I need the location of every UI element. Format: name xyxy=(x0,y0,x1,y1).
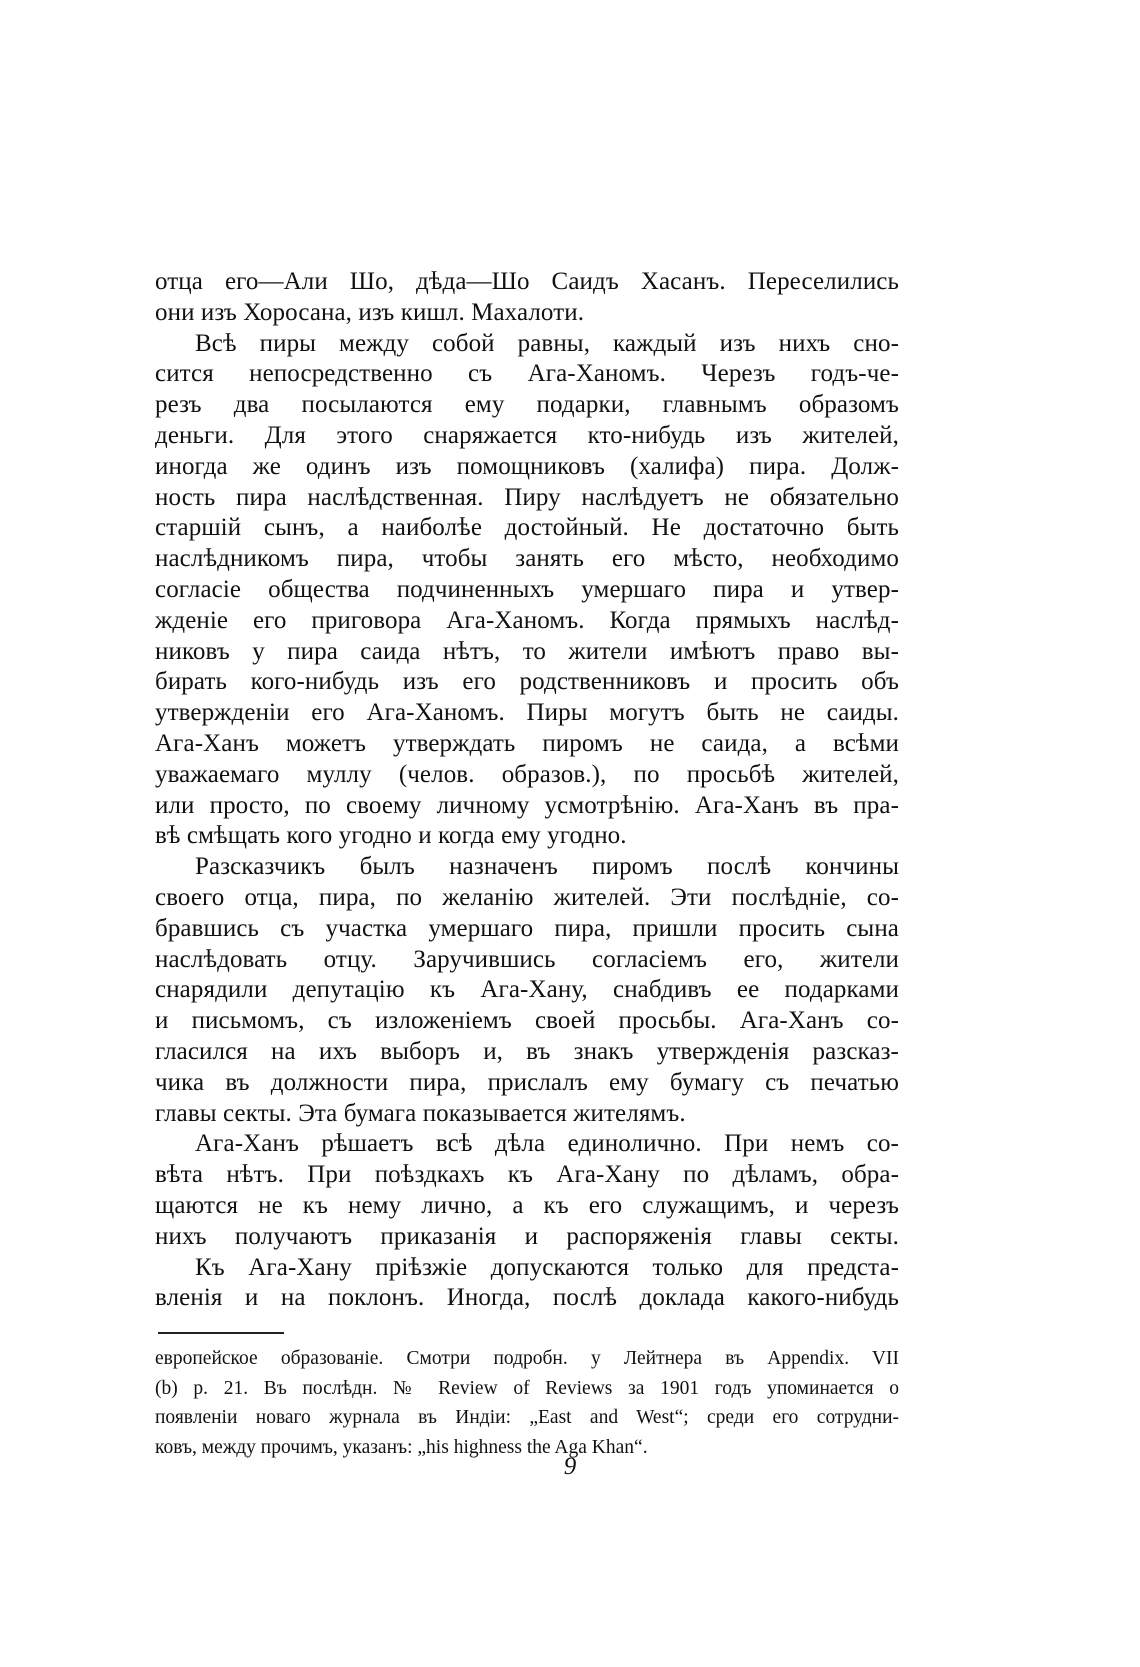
text-line: вленія и на поклонъ. Иногда, послѣ доклада какого-нибудь xyxy=(155,1284,899,1312)
text-line: или просто, по своему личному усмотрѣнію. Ага-Ханъ въ пра- xyxy=(155,791,899,819)
text-line: и письмомъ, съ изложеніемъ своей просьбы. Ага-Ханъ со- xyxy=(155,1007,899,1035)
text-line: чика въ должности пира, прислалъ ему бумагу съ печатью xyxy=(155,1068,899,1096)
text-line: Къ Ага-Хану пріѣзжіе допускаются только для предста- xyxy=(195,1253,899,1281)
text-line: вѣта нѣтъ. При поѣздкахъ къ Ага-Хану по дѣламъ, обра- xyxy=(155,1161,899,1189)
text-line: уважаемаго муллу (челов. образов.), по просьбѣ жителей, xyxy=(155,760,899,788)
text-line: главы секты. Эта бумага показывается жителямъ. xyxy=(155,1099,686,1127)
text-line: наслѣдовать отцу. Заручившись согласіемъ его, жители xyxy=(155,945,899,973)
footnote-line: ковъ, между прочимъ, указанъ: „his highness the Aga Khan“. xyxy=(155,1436,648,1458)
text-line: сится непосредственно съ Ага-Ханомъ. Черезъ годъ-че- xyxy=(155,360,899,388)
text-line: гласился на ихъ выборъ и, въ знакъ утвержденія разсказ- xyxy=(155,1037,899,1065)
text-line: иногда же одинъ изъ помощниковъ (халифа) пира. Долж- xyxy=(155,452,899,480)
text-line: деньги. Для этого снаряжается кто-нибудь изъ жителей, xyxy=(155,421,899,449)
text-line: согласіе общества подчиненныхъ умершаго пира и утвер- xyxy=(155,575,899,603)
text-line: Разсказчикъ былъ назначенъ пиромъ послѣ кончины xyxy=(195,853,899,881)
footnote-line: европейское образованіе. Смотри подробн. у Лейтнера въ Appendix. VII xyxy=(155,1348,899,1369)
footnote xyxy=(155,1344,899,1462)
page-number: 9 xyxy=(563,1453,577,1480)
text-line: наслѣдникомъ пира, чтобы занять его мѣсто, необходимо xyxy=(155,545,899,573)
text-line: ность пира наслѣдственная. Пиру наслѣдуетъ не обязательно xyxy=(155,483,899,511)
text-line: никовъ у пира саида нѣтъ, то жители имѣютъ право вы- xyxy=(155,637,899,665)
text-line: Ага-Ханъ можетъ утверждать пиромъ не саида, а всѣми xyxy=(155,729,899,757)
text-line: отца его—Али Шо, дѣда—Шо Саидъ Хасанъ. Переселились xyxy=(155,268,899,295)
text-line: своего отца, пира, по желанію жителей. Эти послѣдніе, со- xyxy=(155,883,899,911)
text-line: Ага-Ханъ рѣшаетъ всѣ дѣла единолично. При немъ со- xyxy=(195,1130,899,1158)
text-line: утвержденіи его Ага-Ханомъ. Пиры могутъ быть не саиды. xyxy=(155,699,899,727)
text-line: щаются не къ нему лично, а къ его служащимъ, и черезъ xyxy=(155,1191,899,1219)
text-line: бравшись съ участка умершаго пира, пришли просить сына xyxy=(155,914,899,942)
footnote-divider xyxy=(158,1332,284,1334)
main-text xyxy=(155,267,899,1314)
text-line: вѣ смѣщать кого угодно и когда ему угодно. xyxy=(155,822,627,850)
text-line: бирать кого-нибудь изъ его родственниковъ и просить объ xyxy=(155,668,899,696)
text-line: жденіе его приговора Ага-Ханомъ. Когда прямыхъ наслѣд- xyxy=(155,606,899,634)
text-line: резъ два посылаются ему подарки, главнымъ образомъ xyxy=(155,391,899,419)
text-line: Всѣ пиры между собой равны, каждый изъ нихъ сно- xyxy=(195,329,899,357)
text-line: старшій сынъ, а наиболѣе достойный. Не достаточно быть xyxy=(155,514,899,542)
footnote-line: появленіи новаго журнала въ Индіи: „East and West“; среди его сотрудни- xyxy=(155,1407,899,1428)
text-line: нихъ получаютъ приказанія и распоряженія главы секты. xyxy=(155,1222,899,1250)
text-line: они изъ Хоросана, изъ кишл. Махалоти. xyxy=(155,298,585,326)
text-line: снарядили депутацію къ Ага-Хану, снабдивъ ее подарками xyxy=(155,976,899,1004)
footnote-line: (b) p. 21. Въ послѣдн. № Review of Reviews за 1901 годъ упоминается о xyxy=(155,1377,899,1399)
